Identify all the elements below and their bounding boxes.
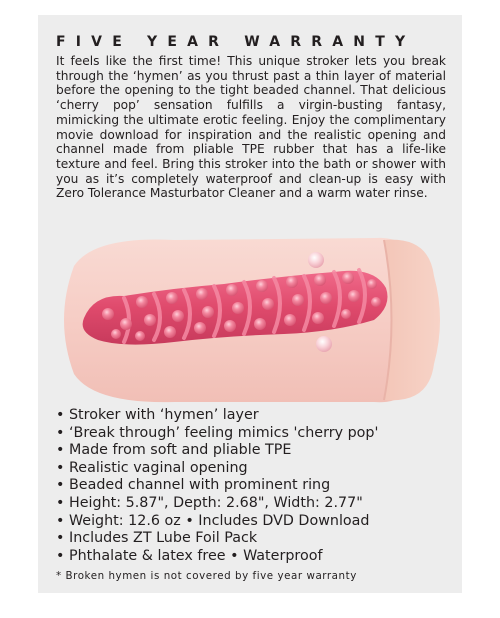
feature-item: • Made from soft and pliable TPE: [56, 442, 456, 460]
product-description: It feels like the first time! This unique stroker lets you break through the ‘hymen’ as you thrust past a thin layer of material before the opening to the tight beaded channel. That delicious ‘cherry pop’ sensation fulfills a virgin-busting fantasy, mimicking the ultimate erotic feeling. Enjoy the complimentary movie download for inspiration and the realistic opening and channel made from pliable TPE rubber that has a life-like texture and feel. Bring this stroker into the bath or shower with you as it’s completely waterproof and clean-up is easy with Zero Tolerance Masturbator Cleaner and a warm water rinse.: [56, 54, 446, 201]
feature-item: • Phthalate & latex free • Waterproof: [56, 548, 456, 566]
stroker-cross-section-illustration: [54, 236, 446, 404]
warranty-heading: FIVE YEAR WARRANTY: [56, 34, 416, 50]
feature-item: • Includes ZT Lube Foil Pack: [56, 530, 456, 548]
feature-item: • Height: 5.87", Depth: 2.68", Width: 2.77": [56, 495, 456, 513]
feature-item: • Stroker with ‘hymen’ layer: [56, 407, 456, 425]
feature-list: [56, 407, 456, 565]
feature-item: • Weight: 12.6 oz • Includes DVD Download: [56, 513, 456, 531]
warranty-footnote: * Broken hymen is not covered by five year warranty: [56, 570, 357, 582]
feature-item: • Realistic vaginal opening: [56, 460, 456, 478]
feature-item: • Beaded channel with prominent ring: [56, 477, 456, 495]
feature-item: • ‘Break through’ feeling mimics 'cherry pop': [56, 425, 456, 443]
